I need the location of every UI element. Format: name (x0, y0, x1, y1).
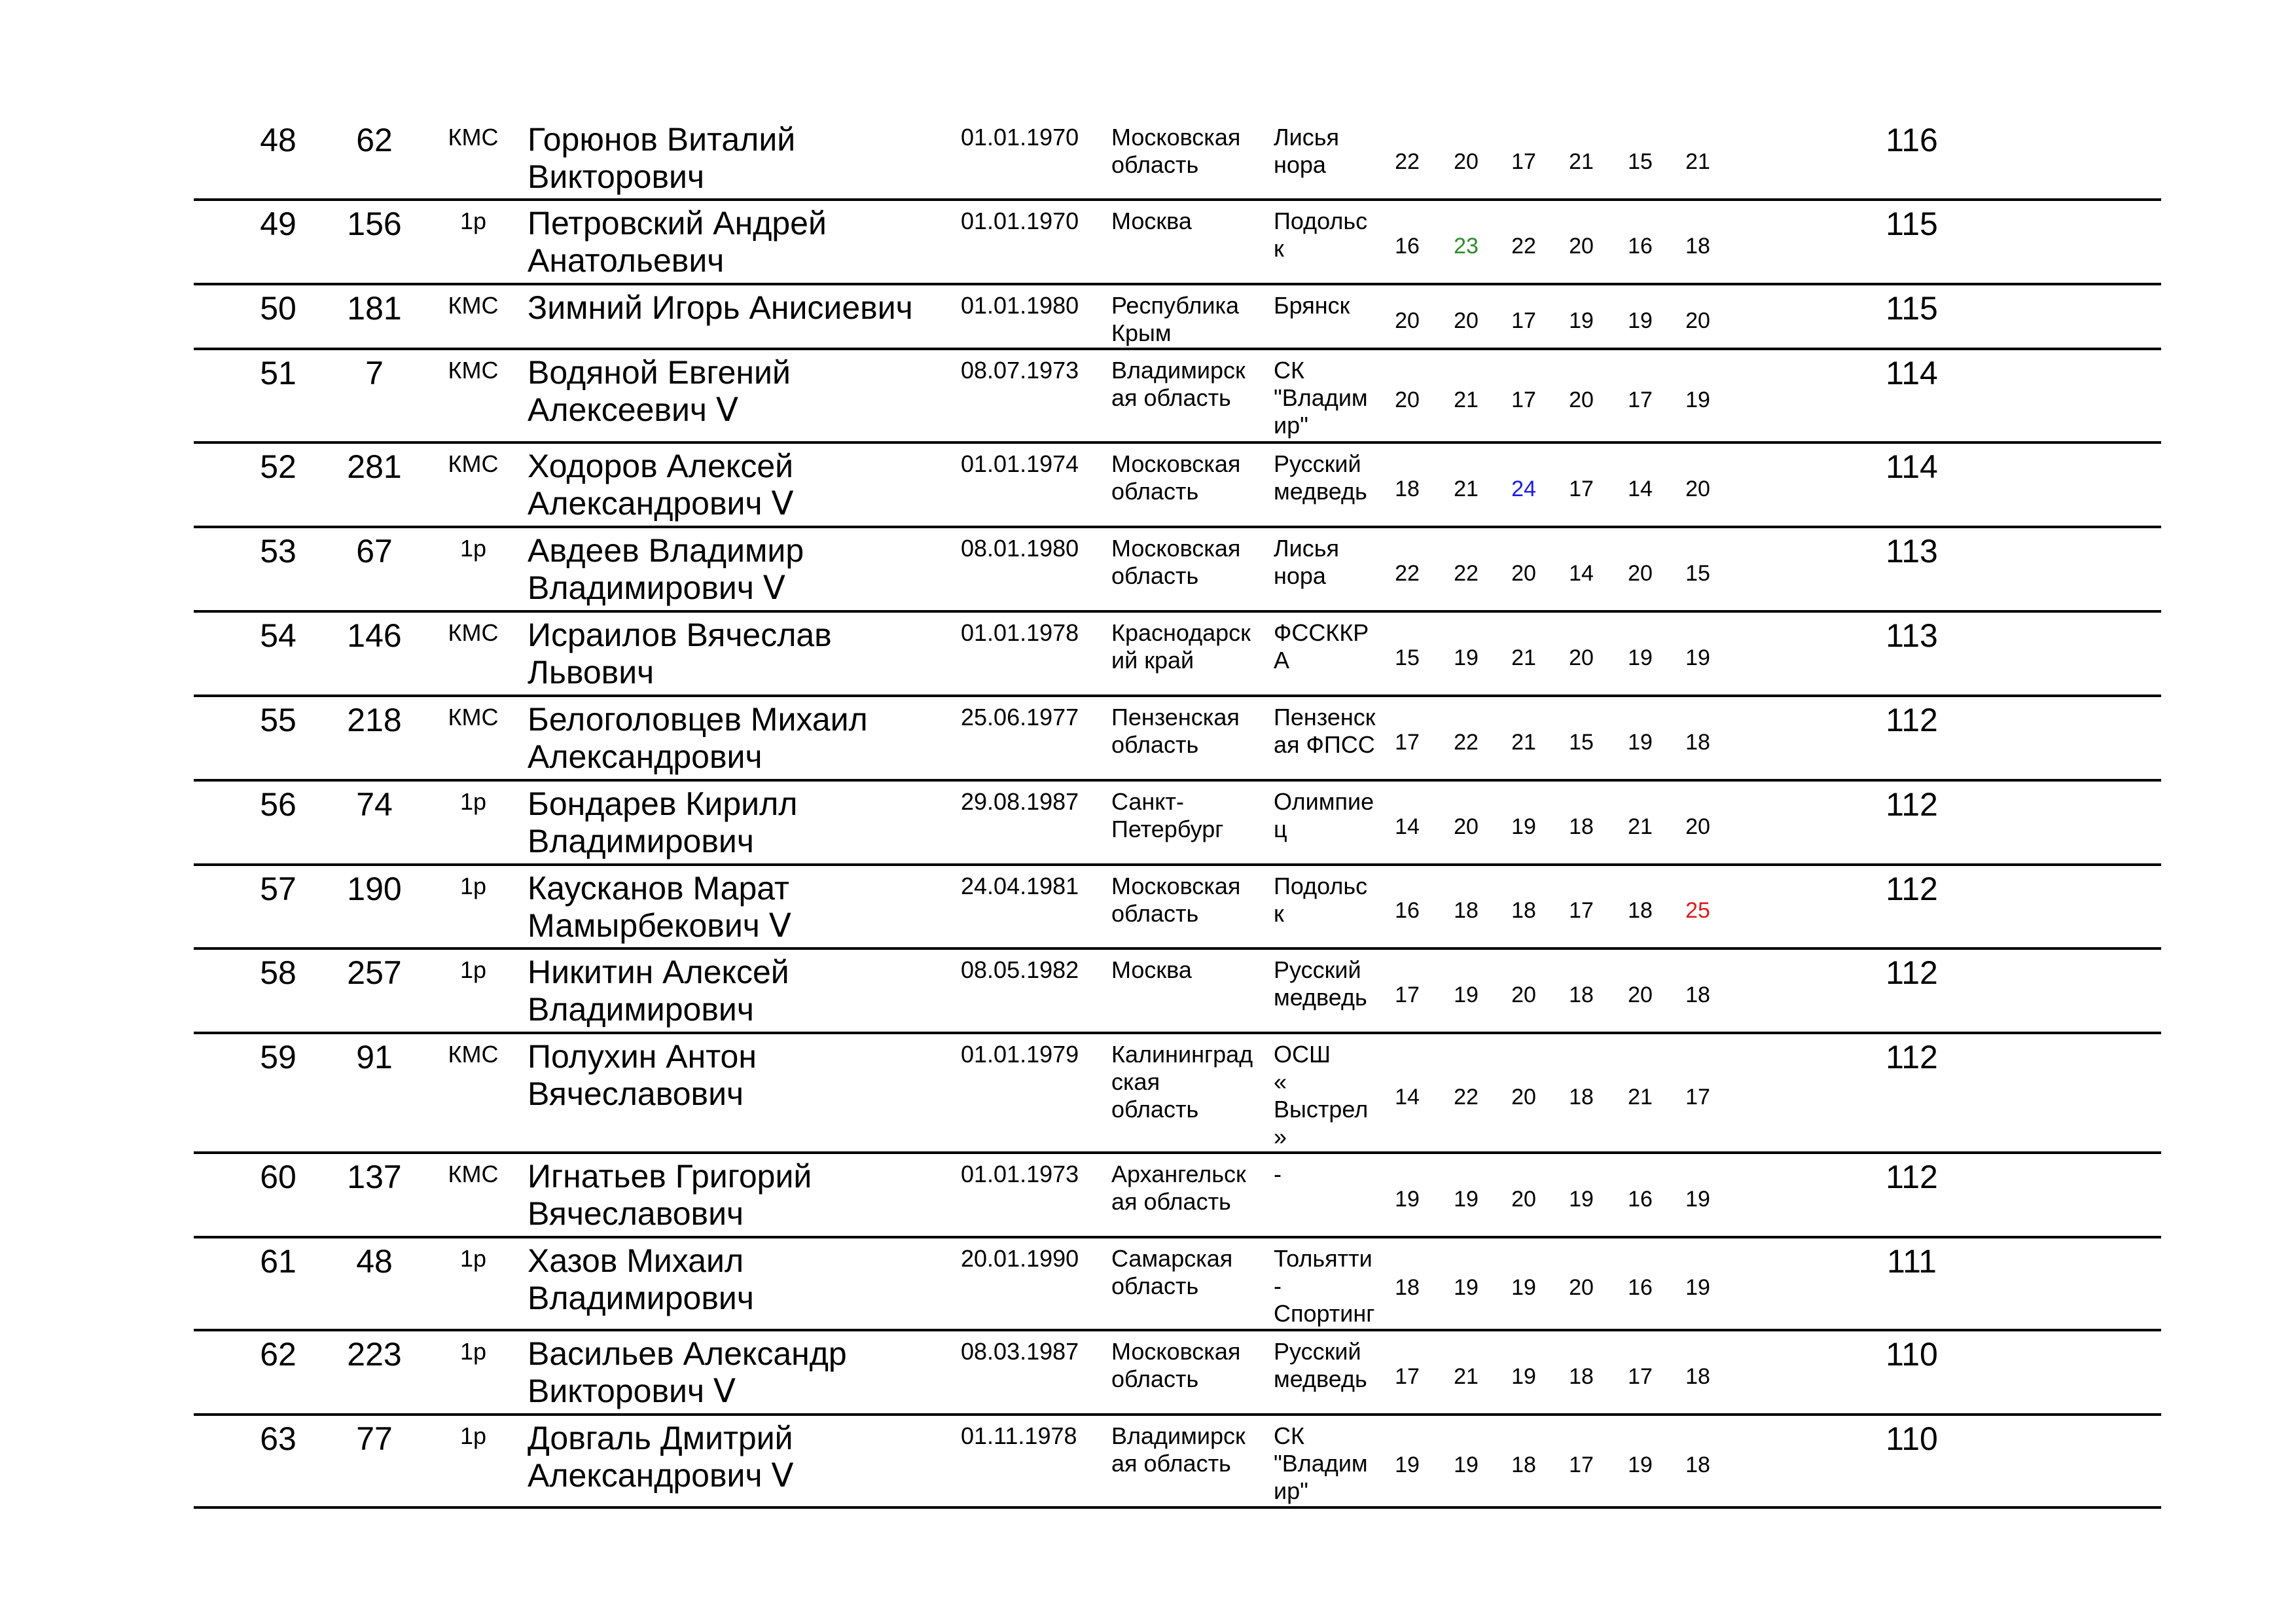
series-score: 21 (1454, 388, 1479, 412)
row-rank: КМС (448, 1161, 499, 1187)
row-total: 112 (1886, 702, 1938, 738)
table-row (194, 866, 2161, 950)
series-score: 17 (1511, 149, 1536, 174)
row-dob: 01.01.1974 (961, 450, 1079, 477)
row-num: 146 (347, 617, 402, 654)
row-region: Московская область (1111, 450, 1241, 505)
row-club: СК "Владим ир" (1274, 1422, 1368, 1504)
series-score: 21 (1569, 149, 1594, 174)
series-score: 20 (1569, 645, 1594, 670)
series-score: 18 (1395, 1275, 1420, 1300)
row-rank: КМС (448, 1041, 499, 1068)
row-name: Белоголовцев Михаил Александрович (528, 701, 868, 775)
series-score: 17 (1569, 477, 1594, 501)
row-place: 50 (260, 290, 296, 327)
series-score: 19 (1454, 1453, 1479, 1477)
series-score: 19 (1685, 1275, 1710, 1300)
row-num: 74 (356, 786, 393, 823)
series-score: 21 (1454, 477, 1479, 501)
series-score: 22 (1395, 149, 1420, 174)
row-dob: 24.04.1981 (961, 873, 1079, 899)
table-row (194, 1034, 2161, 1154)
series-score: 18 (1685, 983, 1710, 1007)
row-rank: КМС (448, 292, 499, 319)
row-dob: 01.11.1978 (961, 1422, 1077, 1449)
row-rank: 1р (459, 208, 487, 234)
row-name: Авдеев Владимир Владимирович ᐯ (528, 532, 804, 606)
series-score: 22 (1454, 1085, 1479, 1110)
row-dob: 08.07.1973 (961, 357, 1079, 384)
table-row (194, 697, 2161, 782)
row-total: 110 (1886, 1336, 1938, 1373)
row-dob: 01.01.1978 (961, 619, 1079, 646)
series-score: 20 (1395, 308, 1420, 333)
series-score: 19 (1569, 1187, 1594, 1212)
series-score: 25 (1685, 898, 1710, 923)
series-score: 17 (1569, 898, 1594, 923)
row-club: СК "Владим ир" (1274, 357, 1368, 439)
row-total: 110 (1886, 1420, 1938, 1457)
row-place: 57 (260, 871, 296, 907)
series-score: 20 (1395, 388, 1420, 412)
row-rank: КМС (448, 450, 499, 477)
series-score: 18 (1685, 1453, 1710, 1477)
row-region: Москва (1111, 208, 1192, 234)
series-score: 18 (1511, 1453, 1536, 1477)
row-place: 51 (260, 355, 296, 391)
series-score: 18 (1685, 1364, 1710, 1389)
row-club: Пензенск ая ФПСС (1274, 704, 1376, 758)
row-dob: 01.01.1970 (961, 208, 1079, 234)
row-place: 58 (260, 954, 296, 991)
row-club: ФССККР А (1274, 619, 1369, 674)
series-score: 19 (1395, 1453, 1420, 1477)
row-name: Бондарев Кирилл Владимирович (528, 785, 798, 859)
series-score: 19 (1628, 730, 1653, 755)
series-score: 19 (1454, 983, 1479, 1007)
row-name: Довгаль Дмитрий Александрович ᐯ (528, 1420, 794, 1494)
table-row (194, 950, 2161, 1034)
row-region: Московская область (1111, 535, 1241, 589)
series-score: 19 (1628, 1453, 1653, 1477)
row-club: Подольс к (1274, 873, 1368, 927)
series-score: 19 (1685, 645, 1710, 670)
table-row (194, 117, 2161, 201)
row-total: 112 (1886, 786, 1938, 823)
series-score: 21 (1685, 149, 1710, 174)
series-score: 19 (1454, 1187, 1479, 1212)
row-club: Лисья нора (1274, 124, 1339, 178)
row-name: Зимний Игорь Анисиевич (528, 289, 913, 326)
row-num: 137 (347, 1159, 402, 1195)
row-name: Васильев Александр Викторович ᐯ (528, 1335, 847, 1409)
series-score: 15 (1395, 645, 1420, 670)
series-score: 20 (1511, 1187, 1536, 1212)
series-score: 14 (1569, 561, 1594, 586)
table-row (194, 285, 2161, 350)
series-score: 20 (1685, 477, 1710, 501)
series-score: 19 (1685, 1187, 1710, 1212)
series-score: 16 (1628, 1187, 1653, 1212)
series-score: 19 (1511, 1364, 1536, 1389)
row-club: Русский медведь (1274, 1338, 1367, 1392)
row-rank: 1р (459, 956, 487, 983)
row-dob: 25.06.1977 (961, 704, 1079, 731)
series-score: 21 (1628, 814, 1653, 839)
row-club: Русский медведь (1274, 450, 1367, 505)
series-score: 18 (1628, 898, 1653, 923)
series-score: 19 (1454, 1275, 1479, 1300)
series-score: 17 (1628, 388, 1653, 412)
row-total: 111 (1886, 1243, 1937, 1280)
series-score: 15 (1569, 730, 1594, 755)
series-score: 22 (1395, 561, 1420, 586)
series-score: 19 (1685, 388, 1710, 412)
row-dob: 08.05.1982 (961, 956, 1079, 983)
series-score: 14 (1628, 477, 1653, 501)
row-name: Никитин Алексей Владимирович (528, 954, 789, 1028)
row-num: 67 (356, 533, 393, 569)
row-place: 62 (260, 1336, 296, 1373)
series-score: 21 (1454, 1364, 1479, 1389)
row-num: 77 (356, 1420, 393, 1457)
series-score: 14 (1395, 1085, 1420, 1110)
series-score: 14 (1395, 814, 1420, 839)
series-score: 16 (1395, 898, 1420, 923)
row-total: 114 (1886, 448, 1938, 485)
series-score: 20 (1511, 561, 1536, 586)
series-score: 18 (1685, 730, 1710, 755)
row-region: Республика Крым (1111, 292, 1240, 346)
series-score: 21 (1511, 730, 1536, 755)
row-place: 56 (260, 786, 296, 823)
row-dob: 01.01.1979 (961, 1041, 1079, 1068)
series-score: 17 (1511, 388, 1536, 412)
row-rank: 1р (459, 535, 487, 562)
series-score: 20 (1628, 561, 1653, 586)
series-score: 16 (1628, 234, 1653, 259)
table-row (194, 1416, 2161, 1509)
row-club: Олимпие ц (1274, 788, 1374, 842)
row-total: 116 (1886, 122, 1938, 158)
row-rank: 1р (459, 1338, 487, 1365)
series-score: 19 (1628, 645, 1653, 670)
row-rank: 1р (459, 1422, 487, 1449)
results-table (194, 117, 2161, 1509)
row-club: Тольятти - Спортинг (1274, 1245, 1375, 1327)
series-score: 20 (1685, 814, 1710, 839)
series-score: 19 (1628, 308, 1653, 333)
row-dob: 29.08.1987 (961, 788, 1079, 815)
series-score: 17 (1511, 308, 1536, 333)
series-score: 20 (1454, 814, 1479, 839)
series-score: 20 (1511, 1085, 1536, 1110)
series-score: 20 (1569, 234, 1594, 259)
row-total: 112 (1886, 1039, 1938, 1075)
row-num: 62 (356, 122, 393, 158)
row-region: Краснодарск ий край (1111, 619, 1251, 674)
row-total: 112 (1886, 954, 1938, 991)
row-name: Ходоров Алексей Александрович ᐯ (528, 448, 794, 522)
row-num: 181 (347, 290, 402, 327)
table-row (194, 782, 2161, 866)
row-dob: 08.01.1980 (961, 535, 1079, 562)
row-rank: 1р (459, 873, 487, 899)
row-name: Полухин Антон Вячеславович (528, 1038, 757, 1112)
series-score: 23 (1454, 234, 1479, 259)
row-dob: 01.01.1973 (961, 1161, 1079, 1187)
table-row (194, 1154, 2161, 1238)
series-score: 18 (1569, 814, 1594, 839)
series-score: 17 (1395, 1364, 1420, 1389)
row-region: Московская область (1111, 124, 1241, 178)
row-num: 223 (347, 1336, 402, 1373)
series-score: 20 (1454, 149, 1479, 174)
series-score: 20 (1454, 308, 1479, 333)
row-num: 281 (347, 448, 402, 485)
row-rank: КМС (448, 619, 499, 646)
row-dob: 01.01.1980 (961, 292, 1079, 319)
row-club: Брянск (1274, 292, 1350, 319)
row-place: 54 (260, 617, 296, 654)
row-rank: КМС (448, 704, 499, 731)
row-rank: КМС (448, 124, 499, 151)
series-score: 16 (1628, 1275, 1653, 1300)
row-place: 61 (260, 1243, 296, 1280)
row-region: Пензенская область (1111, 704, 1240, 758)
row-name: Хазов Михаил Владимирович (528, 1242, 754, 1316)
row-total: 115 (1886, 206, 1938, 242)
row-num: 218 (347, 702, 402, 738)
row-place: 49 (260, 206, 296, 242)
series-score: 17 (1569, 1453, 1594, 1477)
row-num: 156 (347, 206, 402, 242)
row-num: 91 (356, 1039, 393, 1075)
series-score: 18 (1395, 477, 1420, 501)
row-total: 112 (1886, 1159, 1938, 1195)
row-place: 59 (260, 1039, 296, 1075)
table-row (194, 1238, 2161, 1331)
row-name: Петровский Андрей Анатольевич (528, 205, 827, 279)
table-row (194, 528, 2161, 613)
row-name: Горюнов Виталий Викторович (528, 121, 796, 195)
series-score: 18 (1569, 983, 1594, 1007)
series-score: 20 (1628, 983, 1653, 1007)
row-place: 53 (260, 533, 296, 569)
series-score: 20 (1569, 1275, 1594, 1300)
table-row (194, 444, 2161, 528)
row-club: Русский медведь (1274, 956, 1367, 1011)
row-rank: КМС (448, 357, 499, 384)
row-num: 48 (356, 1243, 393, 1280)
series-score: 17 (1395, 983, 1420, 1007)
row-place: 52 (260, 448, 296, 485)
row-dob: 08.03.1987 (961, 1338, 1079, 1365)
series-score: 19 (1395, 1187, 1420, 1212)
table-row (194, 1331, 2161, 1416)
row-region: Владимирск ая область (1111, 357, 1246, 411)
series-score: 20 (1569, 388, 1594, 412)
row-club: Лисья нора (1274, 535, 1339, 589)
series-score: 19 (1569, 308, 1594, 333)
series-score: 15 (1628, 149, 1653, 174)
row-num: 7 (365, 355, 384, 391)
series-score: 18 (1569, 1085, 1594, 1110)
row-name: Игнатьев Григорий Вячеславович (528, 1158, 812, 1232)
series-score: 18 (1685, 234, 1710, 259)
table-row (194, 350, 2161, 444)
table-row (194, 613, 2161, 697)
series-score: 20 (1685, 308, 1710, 333)
row-region: Московская область (1111, 873, 1241, 927)
row-total: 113 (1886, 617, 1938, 654)
series-score: 17 (1395, 730, 1420, 755)
row-total: 112 (1886, 871, 1938, 907)
row-club: - (1274, 1161, 1282, 1187)
row-num: 190 (347, 871, 402, 907)
row-club: Подольс к (1274, 208, 1368, 262)
series-score: 19 (1454, 645, 1479, 670)
row-region: Самарская область (1111, 1245, 1233, 1299)
row-place: 60 (260, 1159, 296, 1195)
row-total: 115 (1886, 290, 1938, 327)
row-dob: 20.01.1990 (961, 1245, 1079, 1272)
series-score: 21 (1628, 1085, 1653, 1110)
series-score: 22 (1454, 730, 1479, 755)
series-score: 15 (1685, 561, 1710, 586)
row-place: 55 (260, 702, 296, 738)
series-score: 20 (1511, 983, 1536, 1007)
row-rank: 1р (459, 1245, 487, 1272)
row-name: Водяной Евгений Алексеевич ᐯ (528, 354, 791, 428)
row-region: Москва (1111, 956, 1192, 983)
series-score: 19 (1511, 814, 1536, 839)
row-num: 257 (347, 954, 402, 991)
series-score: 24 (1511, 477, 1536, 501)
series-score: 18 (1454, 898, 1479, 923)
series-score: 17 (1628, 1364, 1653, 1389)
series-score: 16 (1395, 234, 1420, 259)
series-score: 22 (1454, 561, 1479, 586)
row-total: 114 (1886, 355, 1938, 391)
row-region: Санкт- Петербург (1111, 788, 1224, 842)
row-name: Каусканов Марат Мамырбекович ᐯ (528, 870, 791, 944)
series-score: 18 (1569, 1364, 1594, 1389)
row-place: 48 (260, 122, 296, 158)
row-club: ОСШ « Выстрел » (1274, 1041, 1369, 1150)
series-score: 17 (1685, 1085, 1710, 1110)
row-region: Московская область (1111, 1338, 1241, 1392)
series-score: 21 (1511, 645, 1536, 670)
series-score: 19 (1511, 1275, 1536, 1300)
row-region: Архангельск ая область (1111, 1161, 1246, 1215)
table-row (194, 201, 2161, 285)
row-region: Владимирск ая область (1111, 1422, 1246, 1477)
series-score: 22 (1511, 234, 1536, 259)
row-dob: 01.01.1970 (961, 124, 1079, 151)
row-place: 63 (260, 1420, 296, 1457)
row-region: Калининград ская область (1111, 1041, 1253, 1123)
series-score: 18 (1511, 898, 1536, 923)
row-total: 113 (1886, 533, 1938, 569)
row-rank: 1р (459, 788, 487, 815)
row-name: Исраилов Вячеслав Львович (528, 617, 832, 691)
